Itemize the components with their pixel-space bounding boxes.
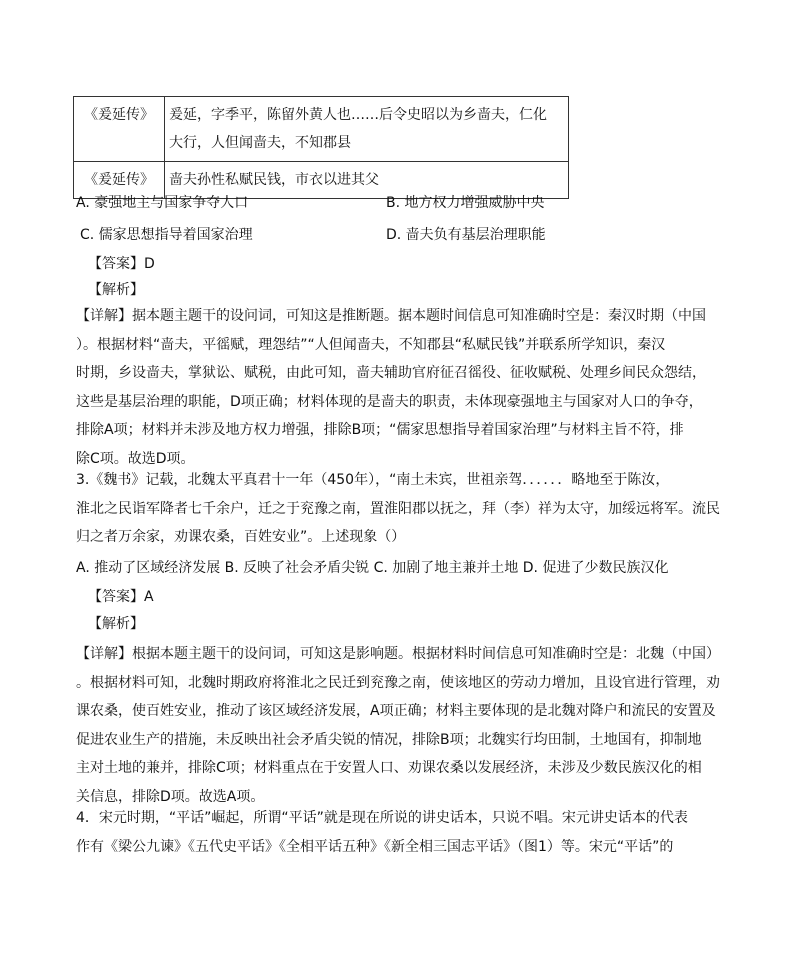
source-table <box>73 96 569 199</box>
source-cell: 《爰延传》 <box>74 97 165 162</box>
detail-line: ）。根据材料“啬夫，平徭赋，理怨结”“人但闻啬夫，不知郡县“私赋民钱”并联系所学知识，秦汉 <box>76 336 666 353</box>
source-cell: 《爰延传》 <box>74 162 165 199</box>
table-row <box>74 97 569 162</box>
option-c: C. 儒家思想指导着国家治理 <box>80 227 253 243</box>
text-line: 爰延，字季平，陈留外黄人也……后令史昭以为乡啬夫，仁化 <box>169 107 547 123</box>
stem-line: 作有《梁公九谏》《五代史平话》《全相平话五种》《新全相三国志平话》（图1）等。宋元“平话”的 <box>76 838 674 855</box>
detail-paragraph <box>76 302 726 473</box>
answer-label: 【答案】A <box>88 589 154 605</box>
detail-line: 【详解】据本题主题干的设问词，可知这是推断题。据本题时间信息可知准确时空是：秦汉时期（中国 <box>76 308 706 324</box>
detail-line: 关信息，排除D项。故选A项。 <box>76 788 265 805</box>
detail-line: 。根据材料可知，北魏时期政府将淮北之民迁到兖豫之南，使该地区的劳动力增加，且设官进行管理，劝 <box>76 674 720 691</box>
text-cell <box>165 97 569 162</box>
option-d: D. 啬夫负有基层治理职能 <box>386 227 546 243</box>
analysis-label: 【解析】 <box>88 282 144 298</box>
detail-line: 【详解】根据本题主题干的设问词，可知这是影响题。根据材料时间信息可知准确时空是：北魏（中国） <box>76 646 720 662</box>
detail-line: 主对土地的兼并，排除C项；材料重点在于安置人口、劝课农桑以发展经济，未涉及少数民族汉化的相 <box>76 760 702 776</box>
text-line: 啬夫孙性私赋民钱，市衣以进其父 <box>169 172 379 188</box>
answer-label: 【答案】D <box>88 256 155 272</box>
question-stem <box>76 804 726 861</box>
stem-line: 3.《魏书》记载，北魏太平真君十一年（450年），“南土未宾，世祖亲驾．．．．．．略地至于陈汝， <box>76 472 670 488</box>
stem-line: 4．宋元时期，“平话”崛起，所谓“平话”就是现在所说的讲史话本，只说不唱。宋元讲史话本的代表 <box>76 810 688 826</box>
detail-line: 促进农业生产的措施，未反映出社会矛盾尖锐的情况，排除B项；北魏实行均田制，土地国有，抑制地 <box>76 731 702 748</box>
analysis-label: 【解析】 <box>88 616 144 632</box>
stem-line: 淮北之民诣军降者七千余户，迁之于兖豫之南，置淮阳郡以抚之，拜（李）祥为太守，加绥远将军。流民 <box>76 500 720 517</box>
detail-line: 时期，乡设啬夫，掌狱讼、赋税，由此可知，啬夫辅助官府征召徭役、征收赋税、处理乡间民众怨结， <box>76 365 706 381</box>
detail-line: 课农桑，使百姓安业，推动了该区域经济发展，A项正确；材料主要体现的是北魏对降户和流民的安置及 <box>76 703 716 719</box>
question-stem <box>76 466 726 552</box>
detail-paragraph <box>76 640 726 811</box>
detail-line: 除C项。故选D项。 <box>76 450 195 467</box>
detail-line: 排除A项；材料并未涉及地方权力增强，排除B项；“儒家思想指导着国家治理”与材料主旨不符，排 <box>76 422 684 438</box>
detail-line: 这些是基层治理的职能，D项正确；材料体现的是啬夫的职责，未体现豪强地主与国家对人口的争夺， <box>76 393 703 410</box>
options-line: A. 推动了区域经济发展 B. 反映了社会矛盾尖锐 C. 加剧了地主兼并土地 D. 促进了少数民族汉化 <box>76 560 669 576</box>
option-a: A. 豪强地主与国家争夺人口 <box>76 195 249 211</box>
text-line: 大行，人但闻啬夫，不知郡县 <box>169 135 351 151</box>
stem-line: 归之者万余家，劝课农桑，百姓安业”。上述现象（） <box>76 529 406 545</box>
option-b: B. 地方权力增强威胁中央 <box>386 195 545 211</box>
